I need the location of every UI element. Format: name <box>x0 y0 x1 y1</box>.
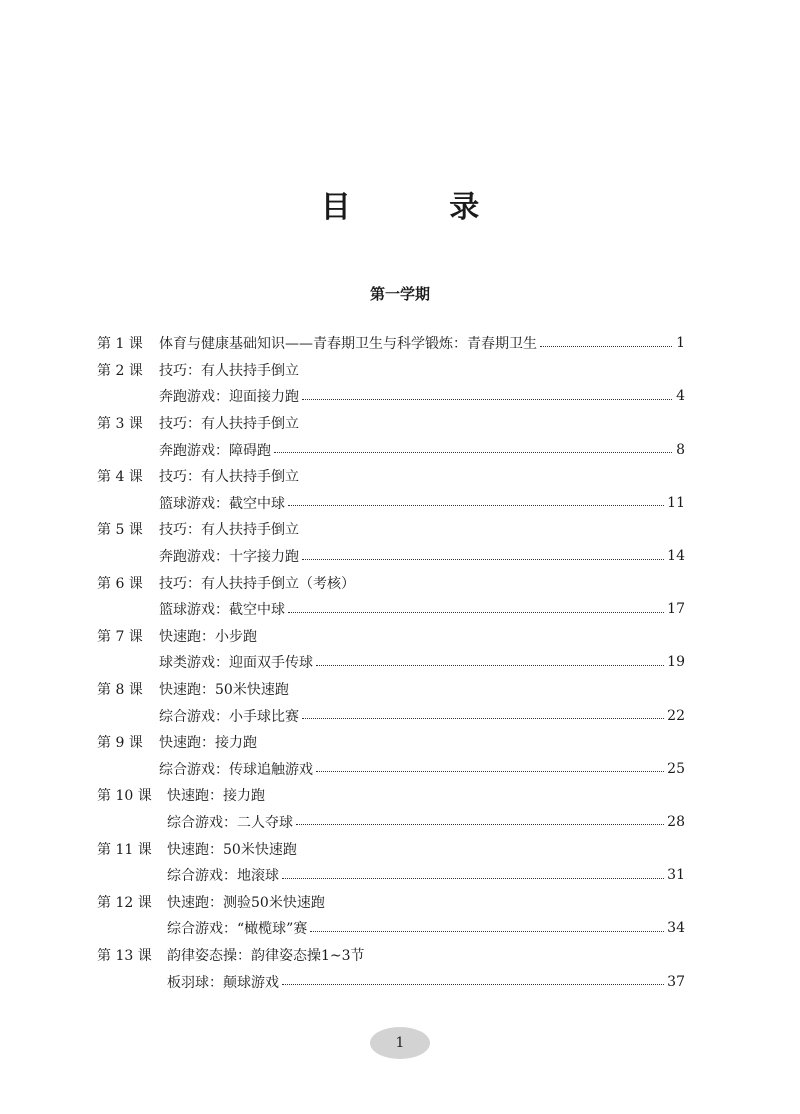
toc-entry <box>97 915 685 942</box>
lesson-number: 第 2 课 <box>97 362 143 379</box>
toc-page-number: 17 <box>667 601 685 618</box>
toc-entry <box>97 463 685 490</box>
toc-entry <box>97 623 685 650</box>
toc-entry-title: 快速跑：测验50米快速跑 <box>167 894 325 911</box>
toc-entry <box>97 702 685 729</box>
dot-leader <box>296 824 664 825</box>
toc-page-number: 25 <box>667 760 685 777</box>
lesson-number: 第 13 课 <box>97 947 152 964</box>
lesson-number: 第 1 课 <box>97 336 143 353</box>
toc-entry-title: 综合游戏：二人夺球 <box>167 814 293 831</box>
toc-entry <box>97 490 685 517</box>
toc-entry <box>97 676 685 703</box>
toc-entry <box>97 436 685 463</box>
toc-page-number: 8 <box>676 441 685 458</box>
toc-entry <box>97 756 685 783</box>
lesson-number: 第 8 课 <box>97 682 143 699</box>
toc-entry <box>97 330 685 357</box>
toc-entry <box>97 596 685 623</box>
toc-entry-title: 技巧：有人扶持手倒立 <box>159 522 299 539</box>
toc-entry-title: 综合游戏：传球追触游戏 <box>159 761 313 778</box>
toc-entry-title: 综合游戏：“橄榄球”赛 <box>167 921 308 938</box>
toc-entry <box>97 649 685 676</box>
toc-entry <box>97 968 685 995</box>
toc-entry <box>97 942 685 969</box>
toc-entry <box>97 862 685 889</box>
toc-entry <box>97 729 685 756</box>
toc-entry <box>97 543 685 570</box>
page-number-badge: 1 <box>370 1027 430 1059</box>
toc-entry-title: 技巧：有人扶持手倒立 <box>159 416 299 433</box>
toc-entry-title: 板羽球：颠球游戏 <box>167 974 279 991</box>
toc-page-number: 14 <box>667 548 685 565</box>
toc-entry-title: 快速跑：接力跑 <box>159 735 257 752</box>
toc-entry <box>97 782 685 809</box>
toc-entry-title: 体育与健康基础知识——青春期卫生与科学锻炼：青春期卫生 <box>159 336 537 353</box>
toc-entry <box>97 383 685 410</box>
toc-entry-title: 篮球游戏：截空中球 <box>159 495 285 512</box>
lesson-number: 第 10 课 <box>97 788 152 805</box>
dot-leader <box>540 346 672 347</box>
lesson-number: 第 4 课 <box>97 469 143 486</box>
dot-leader <box>316 665 664 666</box>
lesson-number: 第 5 课 <box>97 522 143 539</box>
dot-leader <box>288 505 664 506</box>
toc-entry-title: 技巧：有人扶持手倒立 <box>159 469 299 486</box>
toc-entry <box>97 357 685 384</box>
toc-entry-title: 篮球游戏：截空中球 <box>159 602 285 619</box>
dot-leader <box>316 771 664 772</box>
toc-entry-title: 奔跑游戏：迎面接力跑 <box>159 389 299 406</box>
toc-entry-title: 快速跑：50米快速跑 <box>167 841 297 858</box>
toc-page-number: 37 <box>667 973 685 990</box>
toc-entry-title: 奔跑游戏：十字接力跑 <box>159 549 299 566</box>
dot-leader <box>302 559 664 560</box>
toc-entry-title: 快速跑：接力跑 <box>167 788 265 805</box>
toc-entry-title: 综合游戏：地滚球 <box>167 868 279 885</box>
lesson-number: 第 12 课 <box>97 894 152 911</box>
dot-leader <box>302 718 664 719</box>
toc-page-number: 4 <box>676 388 685 405</box>
lesson-number: 第 3 课 <box>97 416 143 433</box>
toc-entry <box>97 888 685 915</box>
lesson-number: 第 9 课 <box>97 735 143 752</box>
toc-entry-title: 技巧：有人扶持手倒立（考核） <box>159 575 355 592</box>
toc-page-number: 19 <box>667 654 685 671</box>
toc-entry-title: 快速跑：小步跑 <box>159 628 257 645</box>
table-of-contents <box>97 330 685 995</box>
lesson-number: 第 11 课 <box>97 841 152 858</box>
toc-entry <box>97 516 685 543</box>
toc-entry-title: 奔跑游戏：障碍跑 <box>159 442 271 459</box>
toc-page-number: 1 <box>676 335 685 352</box>
lesson-number: 第 6 课 <box>97 575 143 592</box>
toc-page-number: 28 <box>667 813 685 830</box>
dot-leader <box>302 399 672 400</box>
dot-leader <box>310 931 664 932</box>
page-title: 目 录 <box>320 190 524 225</box>
dot-leader <box>288 612 664 613</box>
toc-entry-title: 快速跑：50米快速跑 <box>159 682 289 699</box>
toc-entry <box>97 410 685 437</box>
toc-page-number: 22 <box>667 707 685 724</box>
toc-entry-title: 韵律姿态操：韵律姿态操1~3节 <box>167 947 365 964</box>
toc-entry <box>97 569 685 596</box>
toc-entry <box>97 835 685 862</box>
lesson-number: 第 7 课 <box>97 628 143 645</box>
toc-entry <box>97 809 685 836</box>
dot-leader <box>274 452 672 453</box>
toc-entry-title: 球类游戏：迎面双手传球 <box>159 655 313 672</box>
toc-page-number: 31 <box>667 867 685 884</box>
dot-leader <box>282 878 664 879</box>
toc-page-number: 34 <box>667 920 685 937</box>
toc-page-number: 11 <box>667 494 685 511</box>
section-title: 第一学期 <box>369 285 430 303</box>
toc-entry-title: 综合游戏：小手球比赛 <box>159 708 299 725</box>
toc-entry-title: 技巧：有人扶持手倒立 <box>159 362 299 379</box>
dot-leader <box>282 984 664 985</box>
